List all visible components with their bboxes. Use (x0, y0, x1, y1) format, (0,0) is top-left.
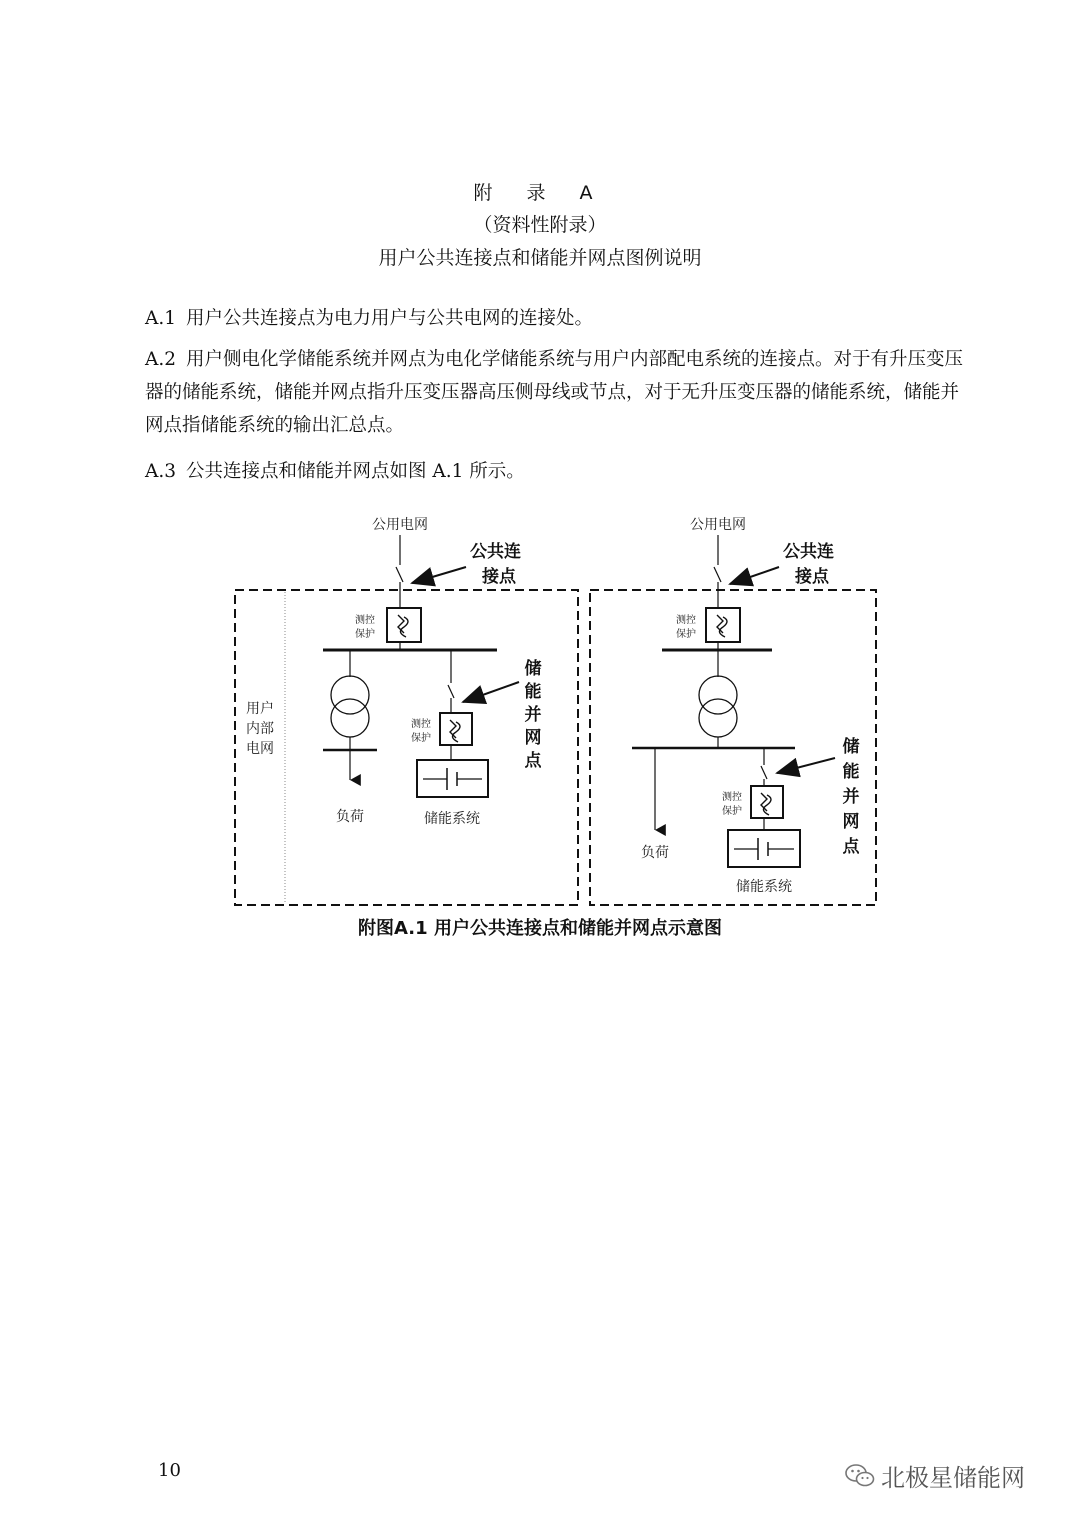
transformer-secondary-icon (699, 699, 737, 737)
ess-label: 储能系统 (424, 811, 480, 827)
load-label: 负荷 (641, 845, 669, 861)
ess-mc-label-1: 测控 (722, 792, 742, 803)
pcc-label-1: 公共连 (470, 542, 521, 562)
mc-box (387, 608, 421, 642)
paragraph-text: 用户侧电化学储能系统并网点为电化学储能系统与用户内部配电系统的连接点。对于有升压变压器的储能系统，储能并网点指升压变压器高压侧母线或节点，对于无升压变压器的储能系统，储能并网点指储能系统的输出汇总点。 (145, 349, 964, 436)
internal-grid-label: 用户 (246, 701, 274, 717)
transformer-primary-icon (699, 676, 737, 714)
section-title: 用户公共连接点和储能并网点图例说明 (378, 247, 702, 269)
pcc-label-1: 公共连 (783, 542, 834, 562)
poi-arrow (463, 682, 519, 702)
poi-char: 点 (524, 751, 542, 771)
left-diagram (235, 516, 578, 905)
grid-label: 公用电网 (372, 517, 428, 533)
grid-label: 公用电网 (690, 517, 746, 533)
mc-label-2: 保护 (676, 629, 696, 640)
appendix-type: （资料性附录） (473, 214, 607, 236)
poi-char: 并 (842, 787, 860, 807)
mc-label-1: 测控 (676, 615, 696, 626)
mc-label-2: 保护 (355, 629, 375, 640)
poi-char: 网 (524, 728, 542, 748)
appendix-title: 附 录 A (473, 182, 607, 204)
mc-box (706, 608, 740, 642)
ess-mc-label-1: 测控 (411, 719, 431, 730)
poi-char: 能 (842, 762, 860, 782)
paragraph-number: A.3 (145, 461, 177, 482)
ess-mc-label-2: 保护 (411, 733, 431, 744)
internal-grid-label: 电网 (246, 741, 274, 757)
paragraph-number: A.2 (145, 349, 177, 370)
transformer-primary-icon (331, 676, 369, 714)
watermark (845, 1458, 1025, 1493)
poi-char: 并 (524, 705, 542, 725)
internal-grid-label: 内部 (246, 721, 274, 737)
poi-switch (448, 685, 454, 698)
mc-label-1: 测控 (355, 615, 375, 626)
paragraph-text: 公共连接点和储能并网点如图 A.1 所示。 (186, 461, 525, 482)
poi-char: 网 (842, 812, 860, 832)
pcc-switch (396, 567, 403, 582)
poi-char: 能 (524, 682, 542, 702)
paragraph-text: 用户公共连接点为电力用户与公共电网的连接处。 (186, 308, 594, 329)
poi-char: 储 (524, 659, 542, 679)
poi-char: 点 (842, 837, 860, 857)
paragraph-number: A.1 (145, 308, 177, 329)
ess-label: 储能系统 (736, 879, 792, 895)
pcc-switch (714, 567, 721, 582)
figure-caption: 附图A.1 用户公共连接点和储能并网点示意图 (358, 918, 722, 939)
right-diagram (590, 516, 876, 905)
pcc-arrow (412, 567, 466, 583)
watermark-text: 北极星储能网 (881, 1464, 1025, 1492)
wechat-icon (845, 1463, 875, 1489)
pcc-label-2: 接点 (795, 567, 829, 587)
pcc-label-2: 接点 (482, 567, 516, 587)
poi-char: 储 (842, 737, 860, 757)
load-label: 负荷 (336, 809, 364, 825)
transformer-secondary-icon (331, 699, 369, 737)
pcc-arrow (730, 567, 779, 584)
page-number: 10 (158, 1460, 181, 1481)
poi-switch (761, 766, 767, 779)
ess-mc-label-2: 保护 (722, 806, 742, 817)
poi-arrow (777, 758, 835, 773)
